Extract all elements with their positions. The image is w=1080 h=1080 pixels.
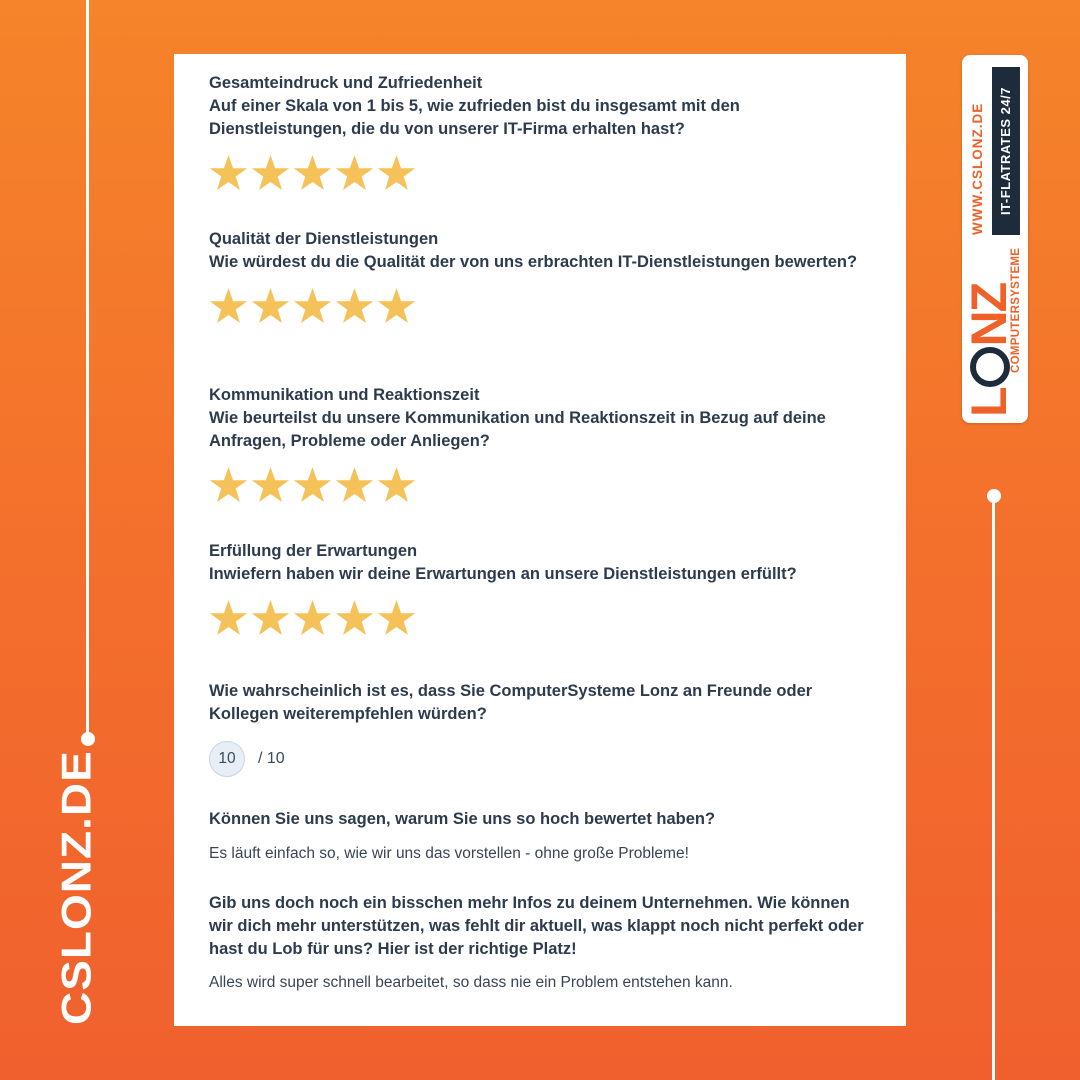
star-icon (335, 467, 374, 505)
left-decor-line (86, 0, 89, 738)
star-icon (209, 600, 248, 638)
star-icon (377, 467, 416, 505)
star-icon (293, 288, 332, 326)
rating-block (209, 72, 872, 228)
right-decor-line (992, 497, 995, 1080)
nps-block (209, 680, 872, 808)
side-website-label: CSLONZ.DE (52, 750, 100, 1025)
star-icon (377, 155, 416, 193)
nps-max-label: / 10 (258, 750, 285, 767)
rating-question: Auf einer Skala von 1 bis 5, wie zufrieden bist du insgesamt mit den Dienstleistungen, die du von unserer IT-Firma erhalten hast? (209, 97, 740, 138)
logo-url: WWW.CSLONZ.DE (970, 102, 985, 235)
nps-score-badge: 10 (209, 741, 245, 777)
star-icon (209, 155, 248, 193)
star-rating (209, 467, 872, 507)
star-icon (377, 600, 416, 638)
star-rating (209, 288, 872, 328)
rating-title: Qualität der Dienstleistungen (209, 230, 439, 248)
reason-block (209, 808, 872, 892)
reason-answer: Es läuft einfach so, wie wir uns das vorstellen - ohne große Probleme! (209, 845, 689, 862)
star-rating (209, 600, 872, 640)
star-icon (377, 288, 416, 326)
star-icon (335, 288, 374, 326)
star-icon (251, 155, 290, 193)
star-icon (335, 600, 374, 638)
rating-title: Erfüllung der Erwartungen (209, 542, 418, 560)
logo-tagline: IT-FLATRATES 24/7 (992, 67, 1020, 235)
more-info-block (209, 892, 872, 994)
lonz-logo (962, 55, 1028, 423)
rating-title: Gesamteindruck und Zufriedenheit (209, 74, 483, 92)
left-decor-dot (81, 732, 95, 746)
star-icon (293, 467, 332, 505)
star-icon (293, 600, 332, 638)
logo-wordmark: LNZ (961, 283, 1017, 417)
star-icon (209, 467, 248, 505)
rating-question: Wie beurteilst du unsere Kommunikation und Reaktionszeit in Bezug auf deine Anfragen, Probleme oder Anliegen? (209, 409, 826, 450)
more-info-answer: Alles wird super schnell bearbeitet, so dass nie ein Problem entstehen kann. (209, 974, 733, 991)
star-icon (209, 288, 248, 326)
star-icon (335, 155, 374, 193)
star-icon (293, 155, 332, 193)
logo-o-icon (970, 347, 1010, 387)
rating-block (209, 384, 872, 540)
star-rating (209, 155, 872, 195)
star-icon (251, 288, 290, 326)
more-info-question: Gib uns doch noch ein bisschen mehr Infos zu deinem Unternehmen. Wie können wir dich mehr unterstützen, was fehlt dir aktuell, was klappt noch nicht perfekt oder hast du Lob für uns? Hier ist der richtige Platz! (209, 894, 864, 958)
star-icon (251, 467, 290, 505)
nps-question: Wie wahrscheinlich ist es, dass Sie ComputerSysteme Lonz an Freunde oder Kollegen weiterempfehlen würden? (209, 682, 813, 723)
reason-question: Können Sie uns sagen, warum Sie uns so hoch bewertet haben? (209, 810, 716, 828)
rating-block (209, 540, 872, 680)
rating-title: Kommunikation und Reaktionszeit (209, 386, 480, 404)
right-decor-dot (987, 489, 1001, 503)
survey-card (174, 54, 906, 1026)
rating-question: Inwiefern haben wir deine Erwartungen an unsere Dienstleistungen erfüllt? (209, 565, 797, 583)
logo-subtitle: COMPUTERSYSTEME (1010, 247, 1022, 373)
star-icon (251, 600, 290, 638)
rating-question: Wie würdest du die Qualität der von uns erbrachten IT-Dienstleistungen bewerten? (209, 253, 858, 271)
rating-block (209, 228, 872, 384)
